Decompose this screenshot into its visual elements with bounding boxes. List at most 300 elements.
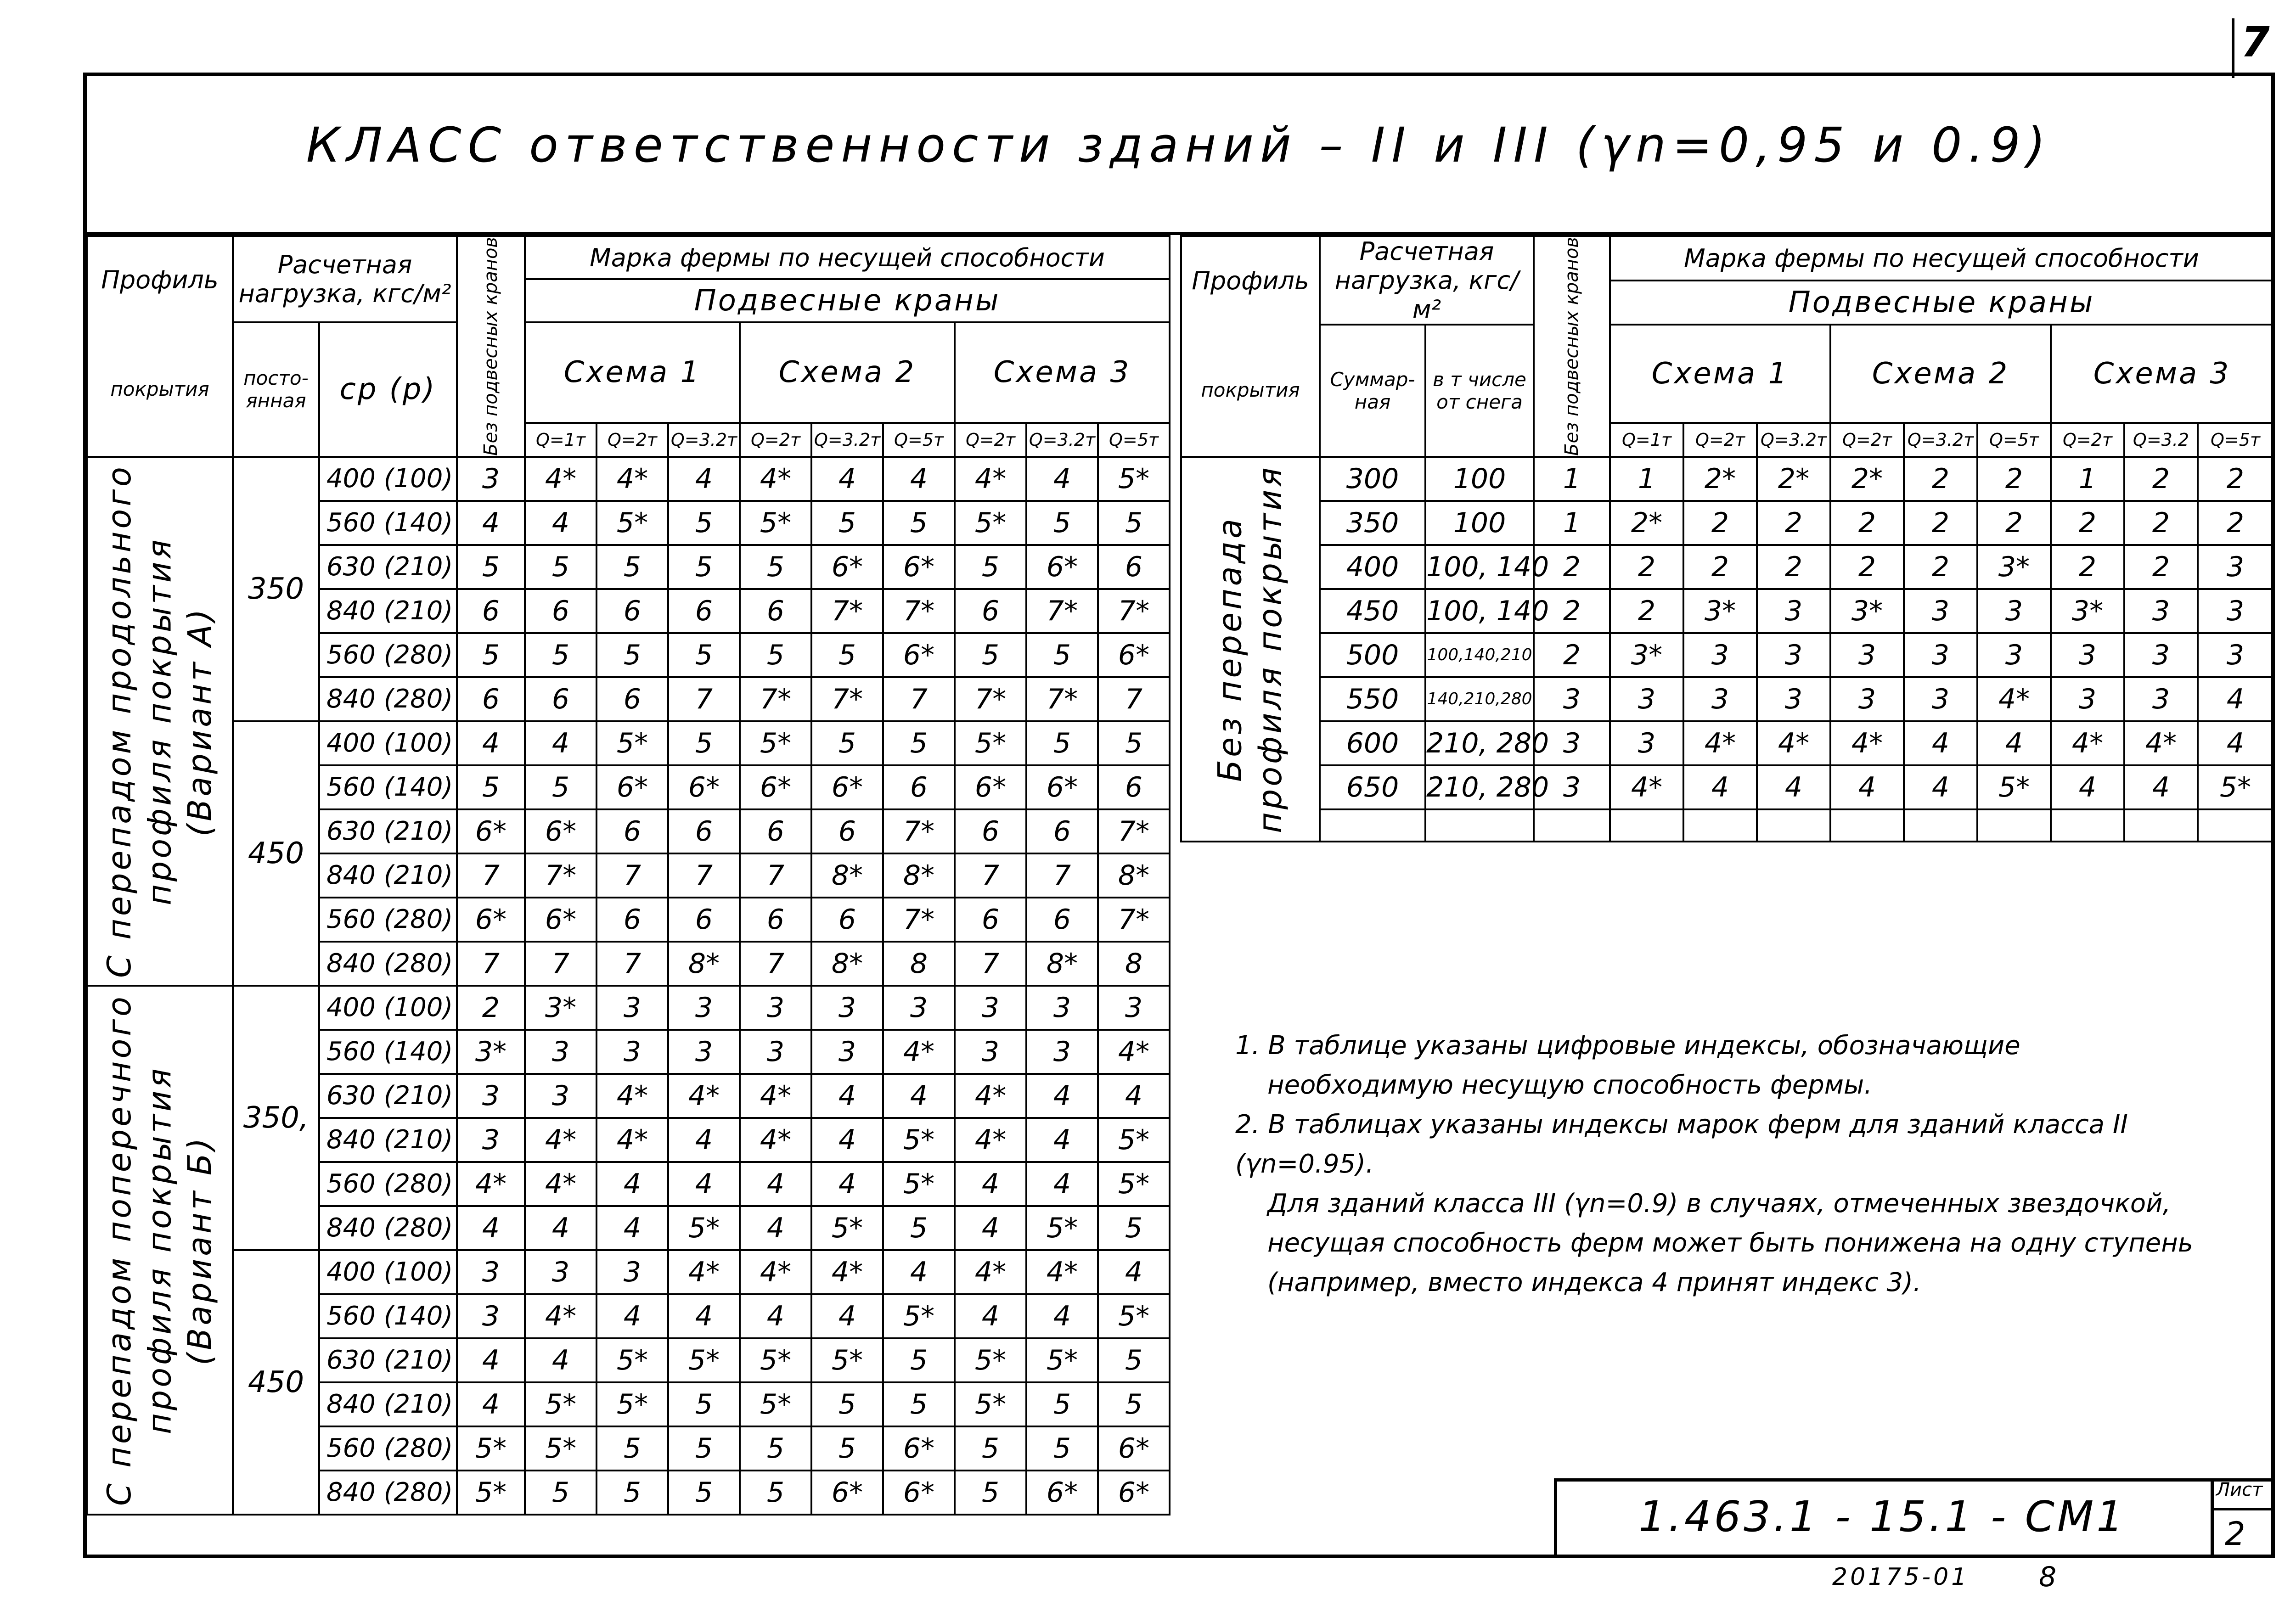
value-cell: 7* xyxy=(811,589,883,633)
value-cell: 6* xyxy=(457,809,525,853)
value-cell xyxy=(1534,809,1610,842)
value-cell: 2 xyxy=(1610,545,1683,589)
value-cell: 5* xyxy=(1026,1206,1098,1250)
value-cell: 6* xyxy=(525,898,597,942)
left-q-header: Q=2т xyxy=(955,423,1026,457)
snow-load-cell: 100,140,210 xyxy=(1425,633,1534,677)
sum-load-cell: 550 xyxy=(1320,677,1425,721)
value-cell: 5* xyxy=(740,1338,811,1382)
load-cell: 400 (100) xyxy=(319,986,457,1030)
value-cell: 4* xyxy=(525,1294,597,1338)
archive-page: 8 xyxy=(2039,1561,2057,1593)
value-cell: 4* xyxy=(740,1118,811,1162)
value-cell: 6 xyxy=(955,898,1026,942)
value-cell: 2 xyxy=(1757,501,1830,545)
load-cell: 630 (210) xyxy=(319,545,457,589)
value-cell: 6* xyxy=(740,765,811,809)
right-q-header: Q=5т xyxy=(1977,423,2051,457)
value-cell: 4 xyxy=(1683,765,1757,809)
value-cell: 6 xyxy=(811,898,883,942)
value-cell: 7 xyxy=(740,853,811,898)
value-cell: 4 xyxy=(955,1294,1026,1338)
value-cell: 6 xyxy=(740,809,811,853)
table-row xyxy=(1181,809,2273,842)
value-cell: 3 xyxy=(811,1030,883,1074)
value-cell: 5* xyxy=(597,1338,668,1382)
value-cell: 3 xyxy=(2124,589,2198,633)
value-cell: 3 xyxy=(597,1030,668,1074)
value-cell: 7* xyxy=(1026,677,1098,721)
right-q-header: Q=2т xyxy=(1830,423,1904,457)
table-row xyxy=(1181,545,2273,589)
value-cell: 6* xyxy=(1026,1471,1098,1515)
value-cell: 7 xyxy=(597,942,668,986)
table-row xyxy=(1181,633,2273,677)
value-cell: 6* xyxy=(1098,1471,1170,1515)
value-cell: 6 xyxy=(668,809,740,853)
value-cell: 2 xyxy=(2124,545,2198,589)
value-cell xyxy=(1904,809,1977,842)
value-cell: 7 xyxy=(597,853,668,898)
value-cell: 4 xyxy=(668,457,740,501)
value-cell: 5 xyxy=(1098,501,1170,545)
value-cell: 5* xyxy=(457,1426,525,1471)
value-cell: 5 xyxy=(1026,633,1098,677)
value-cell: 5* xyxy=(955,501,1026,545)
value-cell: 3 xyxy=(1757,633,1830,677)
value-cell: 1 xyxy=(2051,457,2124,501)
load-cell: 560 (140) xyxy=(319,1030,457,1074)
value-cell: 3 xyxy=(2124,633,2198,677)
value-cell: 4 xyxy=(1830,765,1904,809)
value-cell: 7 xyxy=(1026,853,1098,898)
note-line: 2. В таблицах указаны индексы марок ферм для зданий класса II (γn=0.95). xyxy=(1235,1110,2128,1179)
value-cell: 4* xyxy=(668,1074,740,1118)
value-cell: 8* xyxy=(668,942,740,986)
value-cell: 5 xyxy=(597,1426,668,1471)
note-line: несущая способность ферм может быть понижена на одну ступень xyxy=(1267,1228,2193,1258)
value-cell: 5 xyxy=(1098,721,1170,765)
value-cell: 5 xyxy=(1026,501,1098,545)
value-cell: 4 xyxy=(883,457,955,501)
left-q-header: Q=1т xyxy=(525,423,597,457)
value-cell: 6 xyxy=(457,589,525,633)
value-cell: 4* xyxy=(668,1250,740,1294)
top-number-rule xyxy=(2232,18,2234,78)
value-cell xyxy=(2051,809,2124,842)
value-cell: 5* xyxy=(525,1426,597,1471)
value-cell: 4 xyxy=(457,1382,525,1426)
value-cell: 7 xyxy=(1098,677,1170,721)
value-cell: 6* xyxy=(883,1426,955,1471)
value-cell: 6* xyxy=(668,765,740,809)
value-cell: 5* xyxy=(1098,1294,1170,1338)
value-cell: 5* xyxy=(740,721,811,765)
value-cell: 4 xyxy=(668,1162,740,1206)
value-cell: 6* xyxy=(811,765,883,809)
value-cell: 3 xyxy=(740,1030,811,1074)
load-cell: 560 (140) xyxy=(319,501,457,545)
value-cell: 5* xyxy=(883,1294,955,1338)
value-cell: 5 xyxy=(1098,1338,1170,1382)
value-cell: 4 xyxy=(668,1294,740,1338)
value-cell: 3 xyxy=(457,1118,525,1162)
value-cell: 2 xyxy=(1610,589,1683,633)
value-cell: 4 xyxy=(1904,765,1977,809)
left-hdr-mark: Марка фермы по несущей способности xyxy=(525,236,1170,279)
value-cell: 2 xyxy=(1534,545,1610,589)
value-cell: 3* xyxy=(1977,545,2051,589)
load-cell: 840 (280) xyxy=(319,677,457,721)
left-hdr-nocrane: Без подвесных кранов xyxy=(457,236,525,457)
value-cell: 5 xyxy=(457,545,525,589)
load-cell: 840 (210) xyxy=(319,1382,457,1426)
value-cell: 4 xyxy=(597,1294,668,1338)
value-cell: 1 xyxy=(1610,457,1683,501)
constant-load-cell: 450 xyxy=(233,1250,319,1515)
value-cell: 7* xyxy=(811,677,883,721)
value-cell: 7 xyxy=(955,942,1026,986)
value-cell: 5 xyxy=(883,1382,955,1426)
value-cell: 5 xyxy=(525,633,597,677)
load-cell: 840 (210) xyxy=(319,1118,457,1162)
left-hdr-profile: Профиль xyxy=(87,236,233,322)
value-cell: 2 xyxy=(1534,633,1610,677)
value-cell: 6* xyxy=(457,898,525,942)
snow-load-cell xyxy=(1425,809,1534,842)
load-cell: 560 (280) xyxy=(319,1162,457,1206)
value-cell: 4 xyxy=(2124,765,2198,809)
value-cell: 3 xyxy=(811,986,883,1030)
value-cell: 5 xyxy=(1026,1426,1098,1471)
right-q-header: Q=2т xyxy=(1683,423,1757,457)
value-cell: 4 xyxy=(1757,765,1830,809)
value-cell: 6* xyxy=(883,633,955,677)
value-cell: 3 xyxy=(1683,677,1757,721)
value-cell: 3 xyxy=(1904,589,1977,633)
page-number-top: 7 xyxy=(2241,18,2270,67)
value-cell: 5 xyxy=(740,545,811,589)
value-cell: 3 xyxy=(1904,633,1977,677)
value-cell: 5 xyxy=(883,1206,955,1250)
value-cell: 4 xyxy=(597,1162,668,1206)
left-table xyxy=(86,235,1171,1516)
left-q-header: Q=5т xyxy=(883,423,955,457)
value-cell: 7* xyxy=(740,677,811,721)
value-cell: 6 xyxy=(597,589,668,633)
value-cell: 4* xyxy=(597,1118,668,1162)
value-cell: 5 xyxy=(811,501,883,545)
value-cell: 5* xyxy=(1098,457,1170,501)
value-cell: 4* xyxy=(811,1250,883,1294)
value-cell xyxy=(1683,809,1757,842)
value-cell: 4* xyxy=(740,457,811,501)
value-cell: 3 xyxy=(525,1250,597,1294)
value-cell: 5* xyxy=(1098,1118,1170,1162)
value-cell: 3 xyxy=(525,1030,597,1074)
value-cell: 4* xyxy=(2124,721,2198,765)
value-cell: 5 xyxy=(955,1471,1026,1515)
value-cell: 2* xyxy=(1830,457,1904,501)
value-cell: 6* xyxy=(1098,1426,1170,1471)
value-cell: 3 xyxy=(457,457,525,501)
value-cell: 5 xyxy=(1098,1206,1170,1250)
archive-code: 20175-01 xyxy=(1832,1563,1970,1591)
note-line: (например, вместо индекса 4 принят индекс 3). xyxy=(1267,1268,1921,1297)
sum-load-cell: 400 xyxy=(1320,545,1425,589)
value-cell: 5 xyxy=(955,633,1026,677)
value-cell: 5* xyxy=(597,721,668,765)
value-cell: 7* xyxy=(955,677,1026,721)
value-cell: 5 xyxy=(525,545,597,589)
value-cell: 4 xyxy=(1098,1074,1170,1118)
value-cell: 5 xyxy=(668,501,740,545)
value-cell: 5 xyxy=(740,1471,811,1515)
right-scheme-1: Схема 1 xyxy=(1610,325,1830,423)
value-cell: 4* xyxy=(955,1118,1026,1162)
snow-load-cell: 100 xyxy=(1425,457,1534,501)
value-cell: 3 xyxy=(668,1030,740,1074)
value-cell: 3* xyxy=(525,986,597,1030)
value-cell: 5 xyxy=(1098,1382,1170,1426)
value-cell: 4* xyxy=(1977,677,2051,721)
left-hdr-load: Расчетная нагрузка, кгс/м² xyxy=(233,236,457,322)
table-row xyxy=(87,986,1170,1030)
value-cell: 5* xyxy=(955,1338,1026,1382)
table-row xyxy=(1181,721,2273,765)
value-cell: 3 xyxy=(1683,633,1757,677)
value-cell: 3 xyxy=(1904,677,1977,721)
value-cell: 7* xyxy=(1098,809,1170,853)
value-cell: 5* xyxy=(883,1162,955,1206)
value-cell: 5* xyxy=(597,501,668,545)
value-cell: 5* xyxy=(740,501,811,545)
sum-load-cell: 650 xyxy=(1320,765,1425,809)
value-cell: 4 xyxy=(1098,1250,1170,1294)
load-cell: 400 (100) xyxy=(319,457,457,501)
value-cell: 8* xyxy=(1098,853,1170,898)
value-cell: 7* xyxy=(1098,898,1170,942)
value-cell: 5 xyxy=(597,633,668,677)
value-cell: 4 xyxy=(740,1206,811,1250)
value-cell: 6 xyxy=(668,898,740,942)
left-hdr-const: посто-янная xyxy=(233,322,319,457)
value-cell: 4 xyxy=(1026,1294,1098,1338)
value-cell: 5* xyxy=(811,1338,883,1382)
value-cell: 6 xyxy=(457,677,525,721)
value-cell: 5 xyxy=(811,633,883,677)
value-cell: 3 xyxy=(597,1250,668,1294)
value-cell: 8* xyxy=(883,853,955,898)
table-row xyxy=(1181,765,2273,809)
note-line: 1. В таблице указаны цифровые индексы, обозначающие xyxy=(1235,1031,2020,1061)
value-cell: 6* xyxy=(955,765,1026,809)
sum-load-cell: 300 xyxy=(1320,457,1425,501)
value-cell xyxy=(1830,809,1904,842)
value-cell: 5* xyxy=(525,1382,597,1426)
value-cell: 5 xyxy=(668,1426,740,1471)
value-cell: 4 xyxy=(811,1162,883,1206)
value-cell: 4 xyxy=(811,1074,883,1118)
value-cell: 5 xyxy=(597,545,668,589)
value-cell: 7 xyxy=(740,942,811,986)
right-scheme-2: Схема 2 xyxy=(1830,325,2051,423)
right-hdr-cranes: Подвесные краны xyxy=(1610,281,2273,325)
load-cell: 840 (280) xyxy=(319,942,457,986)
left-q-header: Q=3.2т xyxy=(668,423,740,457)
value-cell: 4 xyxy=(1026,457,1098,501)
value-cell: 6 xyxy=(525,589,597,633)
left-group-label: С перепадом поперечного профиля покрытия (Вариант Б) xyxy=(87,986,233,1515)
value-cell: 6 xyxy=(597,898,668,942)
value-cell: 2 xyxy=(1534,589,1610,633)
value-cell: 5 xyxy=(1026,1382,1098,1426)
value-cell: 2 xyxy=(2051,501,2124,545)
value-cell: 6 xyxy=(668,589,740,633)
value-cell: 3 xyxy=(1098,986,1170,1030)
value-cell: 7* xyxy=(883,898,955,942)
value-cell: 4 xyxy=(525,1338,597,1382)
value-cell: 4* xyxy=(2051,721,2124,765)
sheet-label: Лист xyxy=(2216,1479,2263,1500)
value-cell: 3 xyxy=(1830,633,1904,677)
value-cell: 5* xyxy=(955,1382,1026,1426)
value-cell: 7* xyxy=(525,853,597,898)
value-cell: 4 xyxy=(525,1206,597,1250)
load-cell: 560 (280) xyxy=(319,898,457,942)
value-cell: 3 xyxy=(740,986,811,1030)
value-cell: 7 xyxy=(955,853,1026,898)
value-cell: 4 xyxy=(457,721,525,765)
left-q-header: Q=5т xyxy=(1098,423,1170,457)
value-cell: 3 xyxy=(525,1074,597,1118)
value-cell: 4* xyxy=(955,1074,1026,1118)
value-cell: 4* xyxy=(597,1074,668,1118)
right-hdr-mark: Марка фермы по несущей способности xyxy=(1610,236,2273,281)
value-cell: 7 xyxy=(457,942,525,986)
load-cell: 400 (100) xyxy=(319,1250,457,1294)
value-cell: 6 xyxy=(1098,545,1170,589)
sheet-box-divider xyxy=(2211,1508,2275,1510)
value-cell: 5 xyxy=(740,633,811,677)
value-cell xyxy=(2124,809,2198,842)
value-cell: 2 xyxy=(1830,545,1904,589)
value-cell: 5 xyxy=(597,1471,668,1515)
load-cell: 840 (280) xyxy=(319,1206,457,1250)
value-cell xyxy=(2198,809,2273,842)
value-cell: 3 xyxy=(955,1030,1026,1074)
value-cell: 5 xyxy=(525,765,597,809)
note-line: необходимую несущую способность фермы. xyxy=(1267,1070,1873,1100)
left-q-header: Q=2т xyxy=(597,423,668,457)
sum-load-cell: 450 xyxy=(1320,589,1425,633)
right-hdr-sum: Суммар-ная xyxy=(1320,325,1425,457)
load-cell: 840 (210) xyxy=(319,853,457,898)
value-cell: 6* xyxy=(597,765,668,809)
snow-load-cell: 140,210,280 xyxy=(1425,677,1534,721)
snow-load-cell: 210, 280 xyxy=(1425,765,1534,809)
constant-load-cell: 350, xyxy=(233,986,319,1250)
table-row xyxy=(87,457,1170,501)
value-cell: 4* xyxy=(525,1118,597,1162)
value-cell: 5 xyxy=(811,1426,883,1471)
document-code: 1.463.1 - 15.1 - СМ1 xyxy=(1638,1492,2126,1541)
load-cell: 560 (140) xyxy=(319,1294,457,1338)
notes-block xyxy=(1235,1026,2268,1302)
table-row xyxy=(87,721,1170,765)
sheet-number: 2 xyxy=(2225,1515,2245,1553)
value-cell: 4 xyxy=(2198,721,2273,765)
value-cell: 6* xyxy=(1026,765,1098,809)
value-cell: 2 xyxy=(1977,457,2051,501)
value-cell: 5 xyxy=(883,501,955,545)
value-cell: 4* xyxy=(1098,1030,1170,1074)
right-q-header: Q=2т xyxy=(2051,423,2124,457)
value-cell: 6 xyxy=(1098,765,1170,809)
value-cell: 4 xyxy=(1026,1162,1098,1206)
value-cell: 3 xyxy=(2198,589,2273,633)
value-cell: 6 xyxy=(1026,809,1098,853)
load-cell: 840 (210) xyxy=(319,589,457,633)
snow-load-cell: 210, 280 xyxy=(1425,721,1534,765)
value-cell: 5 xyxy=(1026,721,1098,765)
value-cell: 6 xyxy=(597,809,668,853)
value-cell: 4 xyxy=(2051,765,2124,809)
constant-load-cell: 350 xyxy=(233,457,319,721)
value-cell: 4* xyxy=(1026,1250,1098,1294)
value-cell xyxy=(1757,809,1830,842)
value-cell: 3 xyxy=(2198,633,2273,677)
value-cell: 3 xyxy=(1830,677,1904,721)
left-group-label: С перепадом продольного профиля покрытия (Вариант А) xyxy=(87,457,233,986)
right-q-header: Q=3.2т xyxy=(1904,423,1977,457)
value-cell xyxy=(1977,809,2051,842)
load-cell: 630 (210) xyxy=(319,809,457,853)
value-cell: 7* xyxy=(883,809,955,853)
value-cell: 3 xyxy=(1534,721,1610,765)
value-cell: 2 xyxy=(2198,457,2273,501)
value-cell: 4 xyxy=(811,1118,883,1162)
value-cell: 8 xyxy=(883,942,955,986)
value-cell: 5 xyxy=(811,1382,883,1426)
value-cell: 8* xyxy=(811,942,883,986)
value-cell: 3 xyxy=(457,1074,525,1118)
value-cell: 5* xyxy=(1098,1162,1170,1206)
value-cell: 2 xyxy=(457,986,525,1030)
value-cell: 3 xyxy=(1026,986,1098,1030)
value-cell: 4 xyxy=(525,721,597,765)
value-cell: 6 xyxy=(811,809,883,853)
value-cell: 2* xyxy=(1683,457,1757,501)
value-cell: 5 xyxy=(525,1471,597,1515)
value-cell: 5 xyxy=(668,1382,740,1426)
value-cell: 4* xyxy=(1757,721,1830,765)
value-cell: 5* xyxy=(457,1471,525,1515)
value-cell: 3 xyxy=(457,1250,525,1294)
left-q-header: Q=3.2т xyxy=(811,423,883,457)
snow-load-cell: 100, 140 xyxy=(1425,589,1534,633)
left-hdr-cp: ср (р) xyxy=(319,322,457,457)
table-row xyxy=(1181,457,2273,501)
value-cell: 6* xyxy=(1026,545,1098,589)
value-cell: 2* xyxy=(1610,501,1683,545)
value-cell: 1 xyxy=(1534,501,1610,545)
value-cell: 3 xyxy=(1026,1030,1098,1074)
snow-load-cell: 100, 140 xyxy=(1425,545,1534,589)
constant-load-cell: 450 xyxy=(233,721,319,986)
value-cell: 3 xyxy=(2051,633,2124,677)
sum-load-cell xyxy=(1320,809,1425,842)
